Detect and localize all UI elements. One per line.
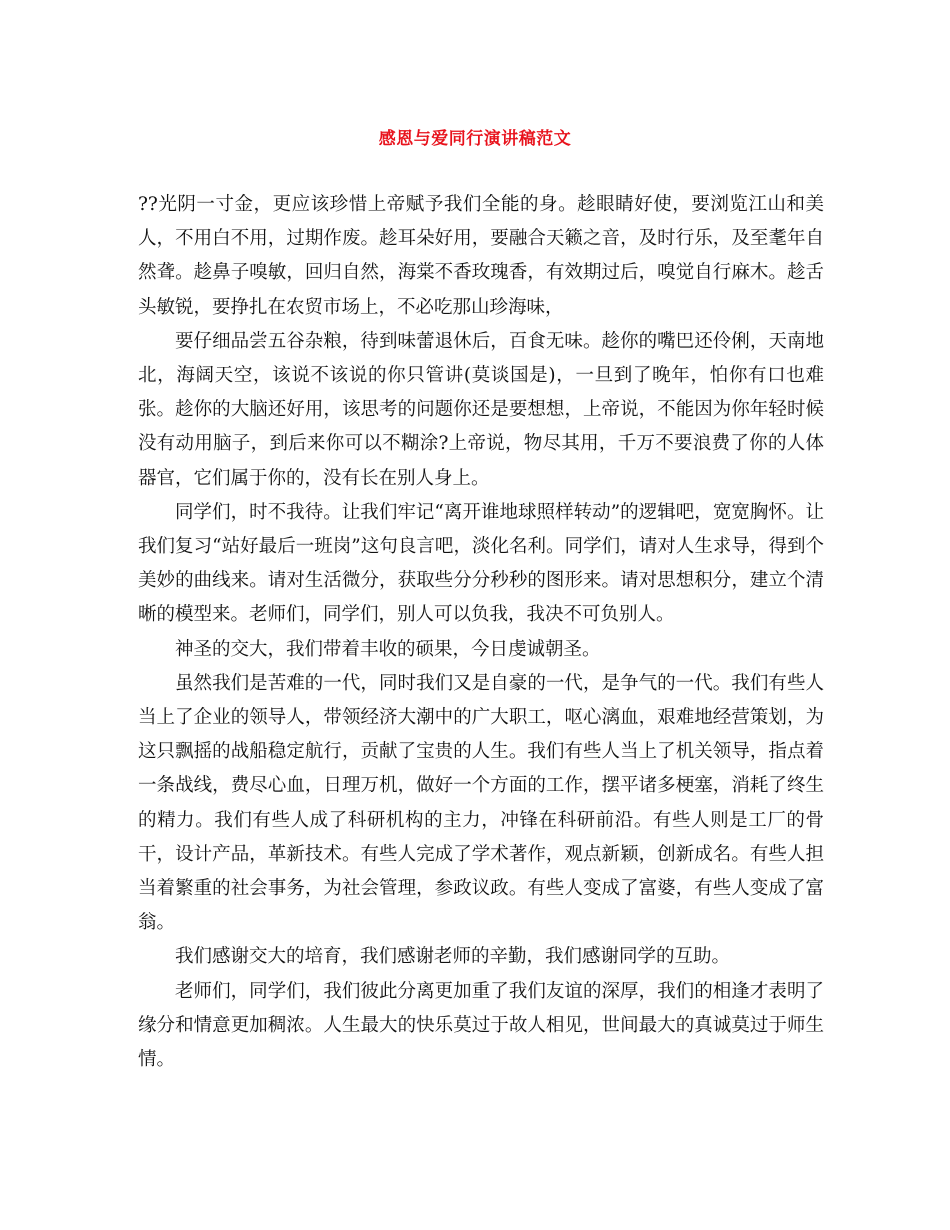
paragraph-6: 我们感谢交大的培育，我们感谢老师的辛勤，我们感谢同学的互助。	[175, 946, 731, 968]
paragraph-5: 虽然我们是苦难的一代，同时我们又是自豪的一代，是争气的一代。我们有些人当上了企业的领导人，带领经济大潮中的广大职工，呕心漓血，艰难地经营策划，为这只飘摇的战船稳定航行，贡献了宝贵的人生。我们有些人当上了机关领导，指点着一条战线，费尽心血，日理万机，做好一个方面的工作，摆平诸多梗塞，消耗了终生的精力。我们有些人成了科研机构的主力，冲锋在科研前沿。有些人则是工厂的骨干，设计产品，革新技术。有些人完成了学术著作，观点新颖，创新成名。有些人担当着繁重的社会事务，为社会管理，参政议政。有些人变成了富婆，有些人变成了富翁。	[138, 672, 824, 934]
document-body	[138, 188, 824, 1077]
paragraph-4: 神圣的交大，我们带着丰收的硕果，今日虔诚朝圣。	[175, 638, 601, 660]
paragraph-2: 要仔细品尝五谷杂粮，待到味蕾退休后，百食无味。趁你的嘴巴还伶俐，天南地北，海阔天空，该说不该说的你只管讲(莫谈国是)，一旦到了晚年，怕你有口也难张。趁你的大脑还好用，该思考的问题你还是要想想，上帝说，不能因为你年轻时候没有动用脑子，到后来你可以不糊涂?上帝说，物尽其用，千万不要浪费了你的人体器官，它们属于你的，没有长在别人身上。	[138, 330, 824, 489]
document-title: 感恩与爱同行演讲稿范文	[378, 129, 572, 149]
paragraph-3: 同学们，时不我待。让我们牢记“离开谁地球照样转动”的逻辑吧，宽宽胸怀。让我们复习“站好最后一班岗”这句良言吧，淡化名利。同学们，请对人生求导，得到个美妙的曲线来。请对生活微分，获取些分分秒秒的图形来。请对思想积分，建立个清晰的模型来。老师们，同学们，别人可以负我，我决不可负别人。	[138, 501, 824, 626]
paragraph-7: 老师们，同学们，我们彼此分离更加重了我们友谊的深厚，我们的相逢才表明了缘分和情意更加稠浓。人生最大的快乐莫过于故人相见，世间最大的真诚莫过于师生情。	[138, 980, 824, 1071]
paragraph-1: ??光阴一寸金，更应该珍惜上帝赋予我们全能的身。趁眼睛好使，要浏览江山和美人，不用白不用，过期作废。趁耳朵好用，要融合天籁之音，及时行乐，及至耄年自然聋。趁鼻子嗅敏，回归自然，海棠不香玫瑰香，有效期过后，嗅觉自行麻木。趁舌头敏锐，要挣扎在农贸市场上，不必吃那山珍海味，	[138, 194, 824, 318]
